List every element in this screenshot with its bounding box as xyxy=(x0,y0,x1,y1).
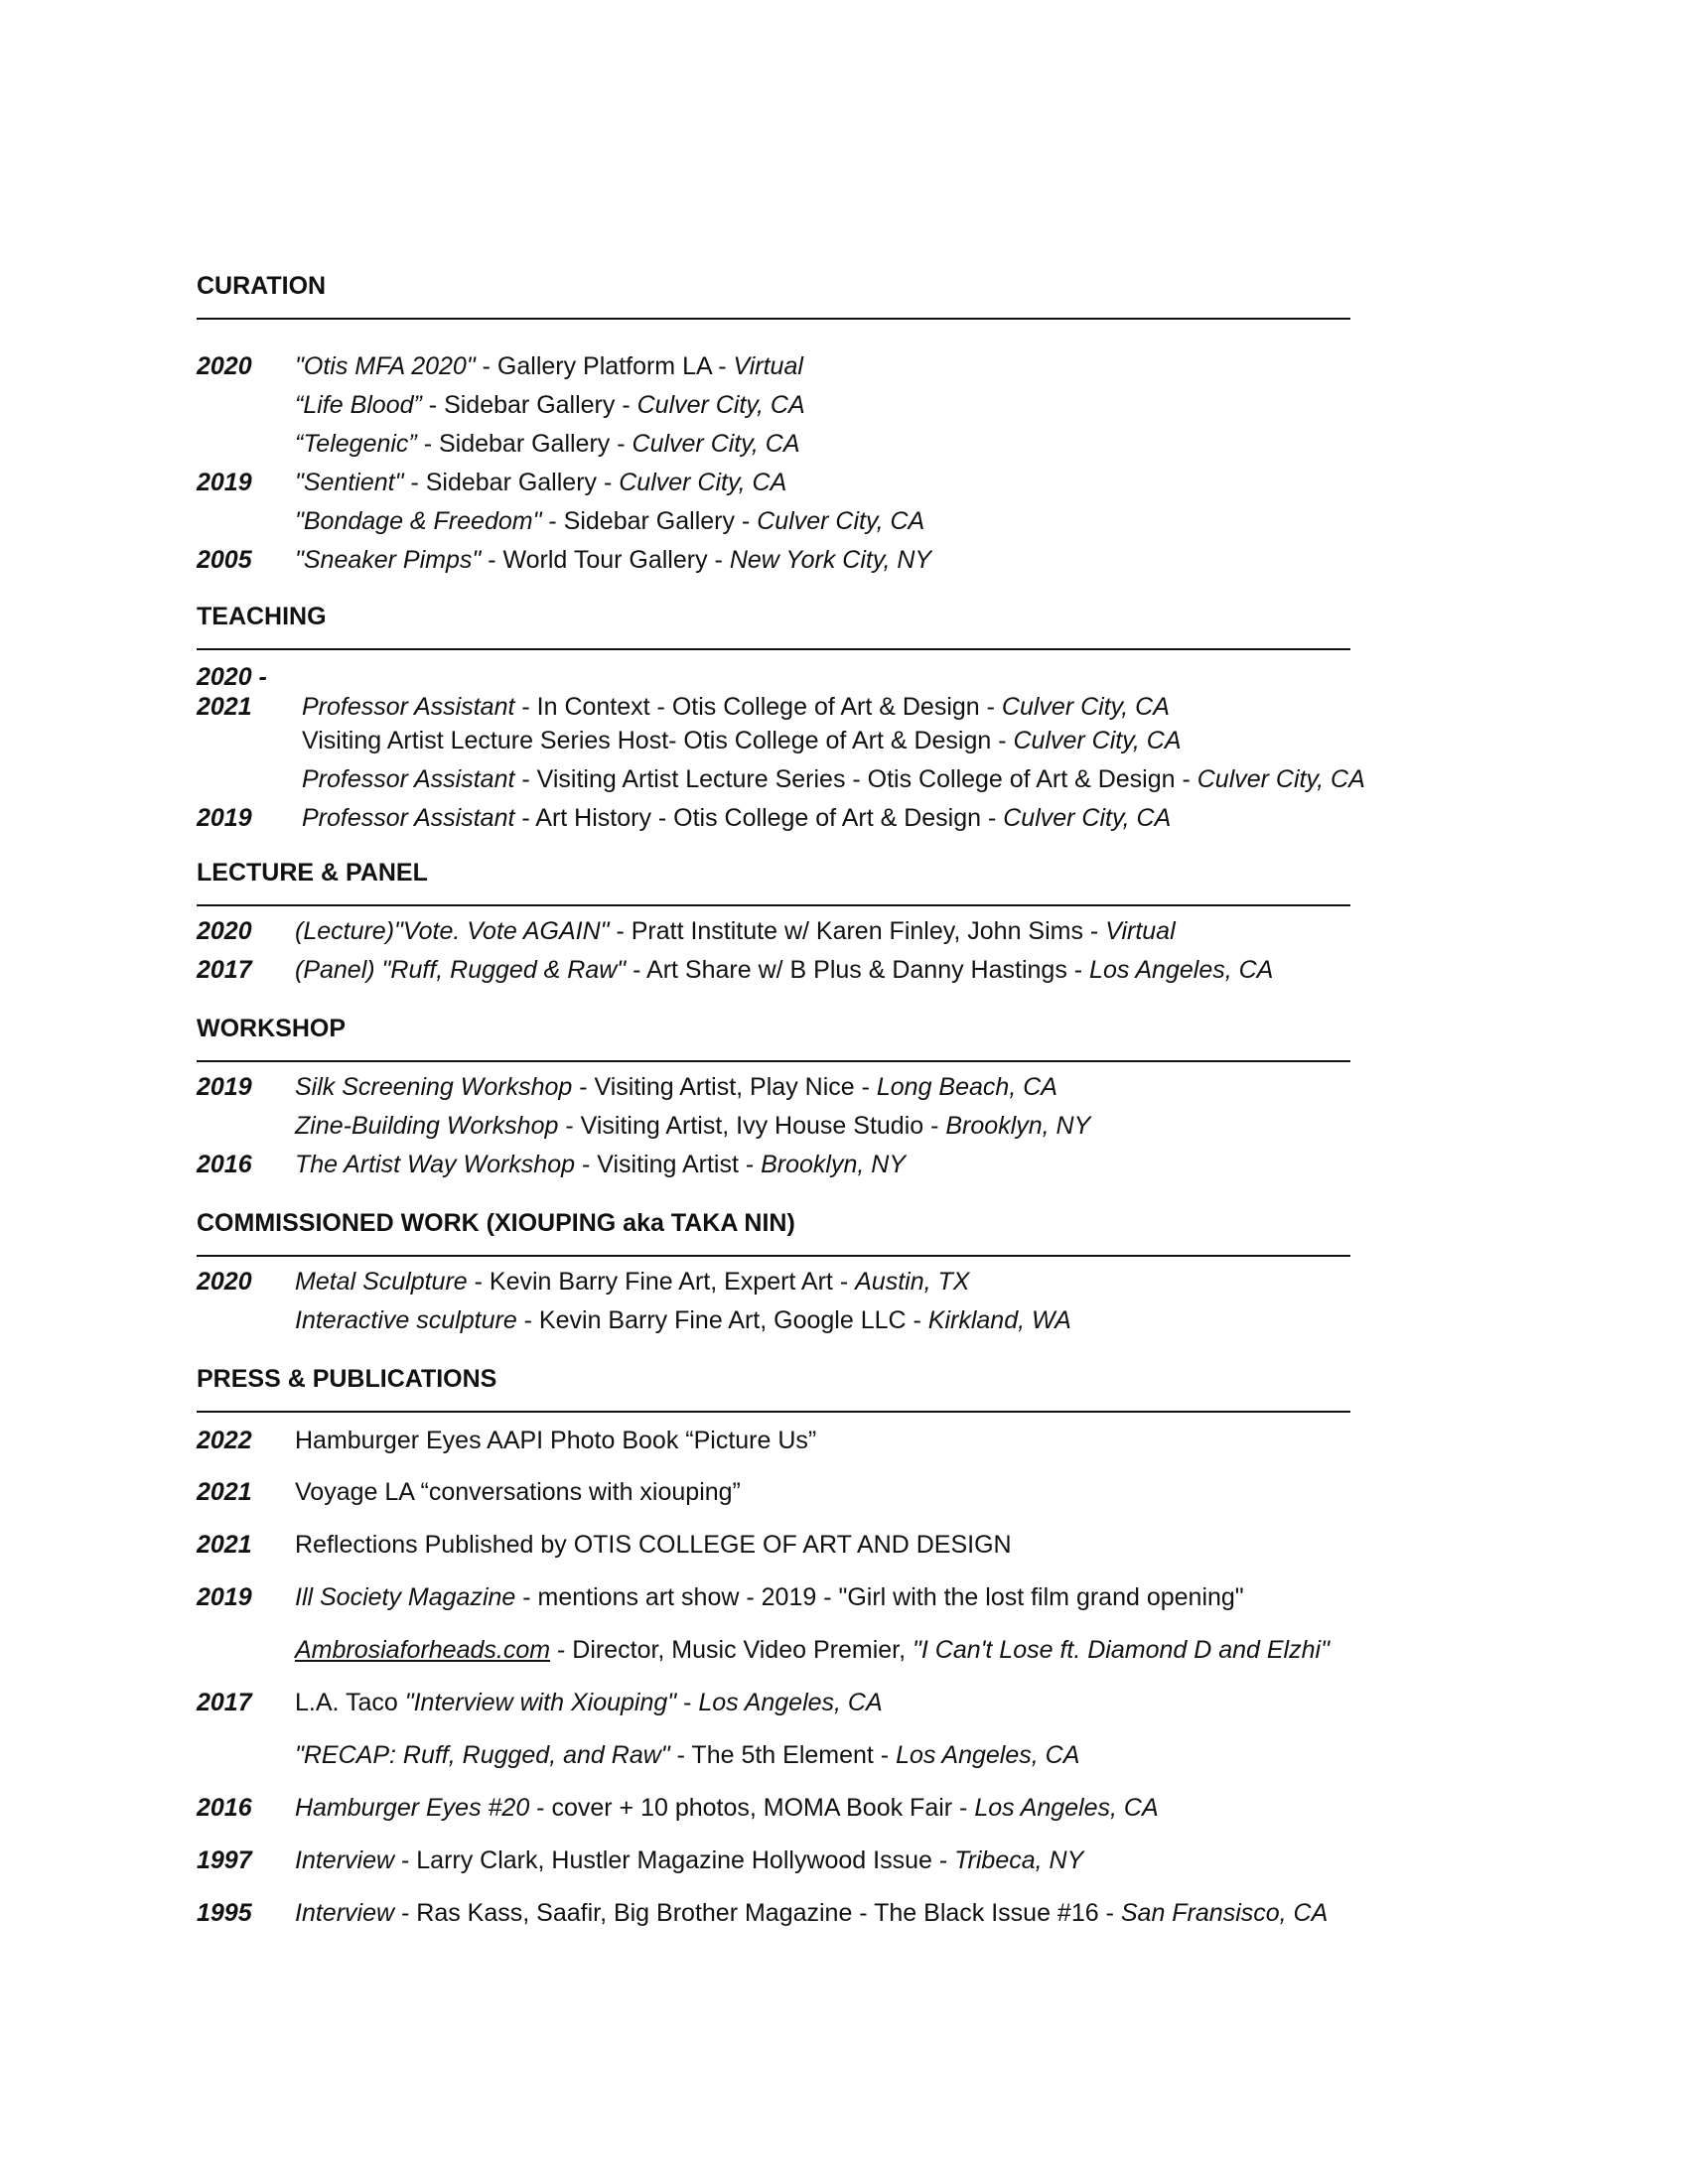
entry-content xyxy=(295,1112,1090,1141)
entry-content xyxy=(295,1636,1330,1665)
ambrosia-link[interactable]: Ambrosiaforheads.com xyxy=(295,1636,551,1664)
entry-place: Culver City, CA xyxy=(636,391,805,419)
entry-year: 2020 - xyxy=(197,663,267,691)
section-divider xyxy=(197,318,1350,320)
entry-detail: - Visiting Artist Lecture Series - Otis College of Art & Design - xyxy=(514,765,1197,793)
entry-place: Brooklyn, NY xyxy=(761,1151,907,1178)
entry-detail: - xyxy=(676,1689,699,1716)
entry-sep: - xyxy=(416,430,439,458)
section-divider xyxy=(197,648,1350,650)
entry-year: 2021 xyxy=(197,1531,252,1559)
entry-content xyxy=(295,1689,883,1717)
entry-detail: - Ras Kass, Saafir, Big Brother Magazine - The Black Issue #16 - xyxy=(394,1899,1121,1927)
entry-content xyxy=(295,1583,1244,1612)
entry-detail: - Kevin Barry Fine Art, Google LLC - xyxy=(516,1306,928,1334)
entry-year: 2020 xyxy=(197,917,252,945)
entry-sep: - xyxy=(421,391,445,419)
entry-role: Professor Assistant xyxy=(302,693,515,721)
entry-detail: - mentions art show - 2019 - "Girl with the lost film grand opening" xyxy=(515,1583,1244,1611)
entry-title: "Sentient" xyxy=(295,469,404,496)
entry-year: 2021 xyxy=(197,693,252,721)
entry-sep: - xyxy=(610,430,633,458)
entry-year: 2005 xyxy=(197,546,252,574)
entry-sep: - xyxy=(711,352,734,380)
entry-content xyxy=(295,917,1176,946)
entry-place: Long Beach, CA xyxy=(876,1073,1057,1101)
entry-pre: L.A. Taco xyxy=(295,1689,405,1716)
entry-detail: - Kevin Barry Fine Art, Expert Art - xyxy=(467,1268,856,1296)
entry-venue: Gallery Platform LA xyxy=(496,352,712,380)
entry-place: Los Angeles, CA xyxy=(1089,956,1274,984)
entry-year: 2020 xyxy=(197,352,252,380)
entry-title: Ill Society Magazine xyxy=(295,1583,516,1611)
entry-content xyxy=(302,727,1182,755)
entry-content xyxy=(295,1268,969,1297)
entry-sep: - xyxy=(597,469,620,496)
entry-text: Voyage LA “conversations with xiouping” xyxy=(295,1478,741,1506)
entry-year: 2019 xyxy=(197,804,252,832)
entry-sep: - xyxy=(615,391,637,419)
entry-content xyxy=(295,1846,1083,1875)
entry-title: Interview xyxy=(295,1846,395,1874)
entry-place: Austin, TX xyxy=(855,1268,970,1296)
section-divider xyxy=(197,1255,1350,1257)
entry-content xyxy=(302,804,1171,833)
entry-content xyxy=(295,956,1273,985)
entry-detail: - Pratt Institute w/ Karen Finley, John Sims - xyxy=(609,917,1106,945)
entry-title: Interview xyxy=(295,1899,395,1927)
section-divider xyxy=(197,1411,1350,1413)
entry-title: "Otis MFA 2020" xyxy=(295,352,476,380)
entry-detail: - Visiting Artist, Ivy House Studio - xyxy=(558,1112,946,1140)
entry-place: Kirkland, WA xyxy=(927,1306,1071,1334)
entry-place: Culver City, CA xyxy=(757,507,925,535)
entry-title: "Sneaker Pimps" xyxy=(295,546,482,574)
entry-text: Reflections Published by OTIS COLLEGE OF ART AND DESIGN xyxy=(295,1531,1012,1559)
entry-role: Professor Assistant xyxy=(302,765,515,793)
entry-place: Culver City, CA xyxy=(1013,727,1182,754)
entry-content xyxy=(295,1899,1328,1928)
entry-year: 2019 xyxy=(197,469,252,496)
entry-detail: - In Context - Otis College of Art & Design - xyxy=(514,693,1002,721)
entry-title: The Artist Way Workshop xyxy=(295,1151,576,1178)
entry-year: 1995 xyxy=(197,1899,252,1927)
entry-place: Culver City, CA xyxy=(1001,693,1170,721)
entry-title: “Life Blood” xyxy=(295,391,422,419)
entry-detail: - Larry Clark, Hustler Magazine Hollywood Issue - xyxy=(394,1846,955,1874)
entry-title: "Interview with Xiouping" xyxy=(404,1689,677,1716)
entry-sep: - xyxy=(475,352,497,380)
entry-content xyxy=(295,1741,1079,1770)
entry-place: Los Angeles, CA xyxy=(698,1689,883,1716)
entry-detail: - Visiting Artist, Play Nice - xyxy=(572,1073,877,1101)
entry-content xyxy=(295,507,924,536)
entry-place: Culver City, CA xyxy=(632,430,800,458)
entry-year: 2019 xyxy=(197,1073,252,1101)
entry-content xyxy=(295,1306,1071,1335)
entry-content xyxy=(295,546,931,575)
entry-place: New York City, NY xyxy=(729,546,932,574)
entry-title: "RECAP: Ruff, Rugged, and Raw" xyxy=(295,1741,670,1769)
entry-year: 2020 xyxy=(197,1268,252,1296)
entry-place: Virtual xyxy=(733,352,803,380)
entry-content xyxy=(295,1794,1159,1823)
entry-quote: "I Can't Lose ft. Diamond D and Elzhi" xyxy=(913,1636,1330,1664)
entry-year: 2017 xyxy=(197,956,252,984)
entry-place: Brooklyn, NY xyxy=(945,1112,1091,1140)
entry-detail: - The 5th Element - xyxy=(669,1741,897,1769)
section-divider xyxy=(197,1060,1350,1062)
entry-content xyxy=(295,1073,1057,1102)
section-title: PRESS & PUBLICATIONS xyxy=(197,1365,497,1393)
entry-year: 2022 xyxy=(197,1427,252,1454)
entry-content xyxy=(295,352,803,381)
entry-sep: - xyxy=(707,546,730,574)
entry-year: 2017 xyxy=(197,1689,252,1716)
entry-sep: - xyxy=(734,507,758,535)
entry-venue: Sidebar Gallery xyxy=(444,391,616,419)
entry-content xyxy=(295,430,800,459)
entry-content xyxy=(295,469,786,497)
entry-sep: - xyxy=(403,469,426,496)
entry-venue: Sidebar Gallery xyxy=(438,430,611,458)
entry-place: Culver City, CA xyxy=(619,469,787,496)
entry-detail: - Director, Music Video Premier, xyxy=(550,1636,913,1664)
entry-year: 2016 xyxy=(197,1794,252,1822)
entry-place: Virtual xyxy=(1105,917,1176,945)
entry-detail: - Art Share w/ B Plus & Danny Hastings - xyxy=(626,956,1090,984)
section-title: WORKSHOP xyxy=(197,1015,346,1042)
entry-venue: Sidebar Gallery xyxy=(425,469,598,496)
section-title: LECTURE & PANEL xyxy=(197,859,428,887)
entry-title: (Lecture)"Vote. Vote AGAIN" xyxy=(295,917,610,945)
entry-year: 1997 xyxy=(197,1846,252,1874)
entry-year: 2016 xyxy=(197,1151,252,1178)
entry-place: Los Angeles, CA xyxy=(896,1741,1080,1769)
entry-place: San Fransisco, CA xyxy=(1120,1899,1329,1927)
entry-content xyxy=(302,693,1170,722)
entry-sep: - xyxy=(481,546,503,574)
entry-text: Hamburger Eyes AAPI Photo Book “Picture Us” xyxy=(295,1427,817,1454)
entry-place: Los Angeles, CA xyxy=(974,1794,1159,1822)
entry-detail: - Visiting Artist - xyxy=(575,1151,762,1178)
entry-title: (Panel) "Ruff, Rugged & Raw" xyxy=(295,956,627,984)
section-title: TEACHING xyxy=(197,603,327,630)
entry-detail: - Art History - Otis College of Art & Design - xyxy=(514,804,1004,832)
entry-place: Culver City, CA xyxy=(1003,804,1172,832)
entry-title: Interactive sculpture xyxy=(295,1306,517,1334)
entry-title: Zine-Building Workshop xyxy=(295,1112,559,1140)
entry-detail: Visiting Artist Lecture Series Host- Otis College of Art & Design - xyxy=(302,727,1014,754)
entry-content xyxy=(295,1151,906,1179)
entry-year: 2021 xyxy=(197,1478,252,1506)
entry-title: "Bondage & Freedom" xyxy=(295,507,542,535)
section-divider xyxy=(197,904,1350,906)
entry-title: Hamburger Eyes #20 xyxy=(295,1794,530,1822)
entry-role: Professor Assistant xyxy=(302,804,515,832)
entry-title: “Telegenic” xyxy=(295,430,417,458)
entry-venue: World Tour Gallery xyxy=(502,546,708,574)
entry-detail: - cover + 10 photos, MOMA Book Fair - xyxy=(529,1794,975,1822)
section-title: COMMISSIONED WORK (XIOUPING aka TAKA NIN) xyxy=(197,1209,795,1237)
entry-title: Silk Screening Workshop xyxy=(295,1073,573,1101)
entry-venue: Sidebar Gallery xyxy=(563,507,735,535)
entry-content xyxy=(302,765,1365,794)
entry-sep: - xyxy=(541,507,564,535)
entry-place: Tribeca, NY xyxy=(954,1846,1084,1874)
entry-content xyxy=(295,391,805,420)
entry-year: 2019 xyxy=(197,1583,252,1611)
entry-title: Metal Sculpture xyxy=(295,1268,468,1296)
entry-place: Culver City, CA xyxy=(1196,765,1365,793)
section-title: CURATION xyxy=(197,272,327,300)
